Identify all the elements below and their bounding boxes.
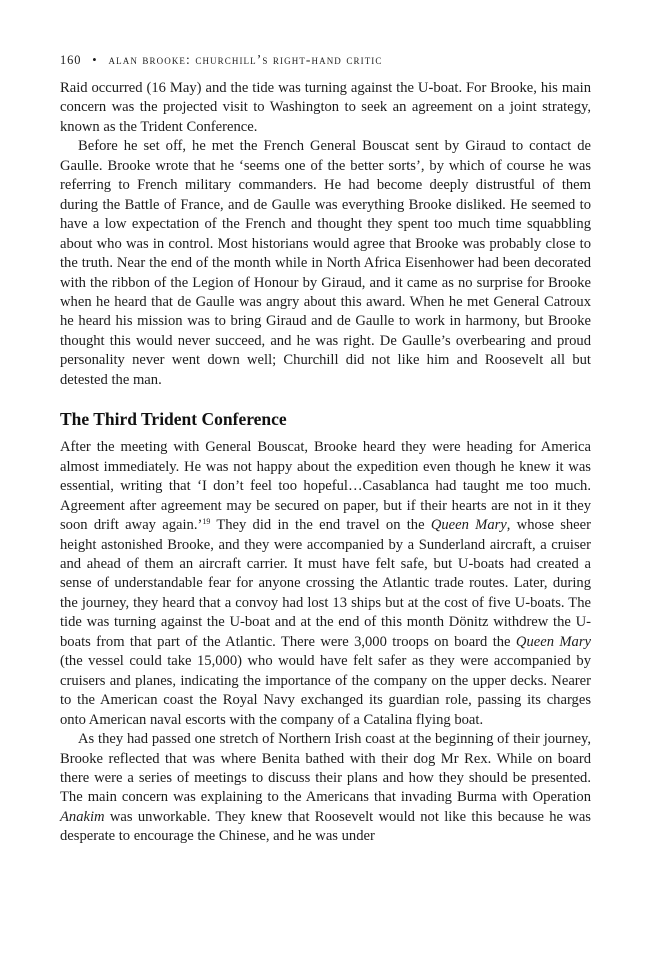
operation-name: Anakim <box>60 808 105 825</box>
ship-name: Queen Mary <box>515 633 591 650</box>
section-heading: The Third Trident Conference <box>60 409 287 430</box>
text-run: , whose sheer height astonished Brooke, and they were accompanied by a Sunderland aircraft, a cruiser and ahead of them an aircraft carrier. It must have felt safe, but U-boats had created a sense of understandable fear for anyone crossing the Atlantic trade routes. Later, during the journey, they heard that a convoy had lost 13 ships but at the cost of five U-boats. The tide was turning against the U-boat and at the end of this month Dönitz withdrew the U-boats from that part of the Atlantic. There were 3,000 troops on board the <box>60 517 592 650</box>
paragraph-continued: Raid occurred (16 May) and the tide was turning against the U-boat. For Brooke, his main concern was the projected visit to Washington to seek an agreement on a joint strategy, known as the Trident Conference. <box>60 80 591 135</box>
text-run: As they had passed one stretch of Northern Irish coast at the beginning of their journey, Brooke reflected that was where Benita bathed with their dog Mr Rex. While on board there were a series of meetings to discuss their plans and how they should be presented. The main concern was explaining to the Americans that invading Burma with Operation <box>60 731 591 806</box>
book-page <box>60 52 591 847</box>
text-run: They did in the end travel on the <box>210 517 431 534</box>
running-title: alan brooke: churchill’s right-hand critic <box>108 52 383 67</box>
text-run: was unworkable. They knew that Roosevelt would not like this because he was desperate to encourage the Chinese, and he was under <box>60 808 591 845</box>
footnote-marker: 19 <box>202 517 211 527</box>
text-run: After the meeting with General Bouscat, Brooke heard they were heading for America almost immediately. He was not happy about the expedition even though he knew it was essential, writing that ‘I don’t feel too hopeful…Casablanca had taught me too much. Agreement after agreement may be secured on paper, but if their hearts are not in it they soon drift away again.’ <box>60 439 591 534</box>
paragraph-irish-coast <box>60 730 591 847</box>
ship-name: Queen Mary <box>430 517 507 534</box>
running-header <box>60 52 591 68</box>
paragraph-bouscat: Before he set off, he met the French General Bouscat sent by Giraud to contact de Gaulle. Brooke wrote that he ‘seems one of the better sorts’, by which of course he was referring to French military commanders. He had become deeply distrustful of them during the Battle of France, and de Gaulle was everything Brooke disliked. He seemed to have a low expectation of the French and thought they spent too much time squabbling about who was in control. Most historians would agree that Brooke was probably close to the truth. Near the end of the month while in North Africa Eisenhower had been decorated with the ribbon of the Legion of Honour by Giraud, and it came as no surprise for Brooke when he heard that de Gaulle was angry about this award. When he met General Catroux he heard his mission was to bring Giraud and de Gaulle to work in harmony, but Brooke thought this would never succeed, and he was right. De Gaulle’s overbearing and proud personality never went down well; Churchill did not like him and Roosevelt all but detested the man. <box>60 138 591 388</box>
header-separator: • <box>92 53 98 67</box>
text-run: (the vessel could take 15,000) who would have felt safer as they were accompanied by cruisers and planes, indicating the importance of the company on the upper decks. Nearer to the American coast the Royal Navy exchanged its guardian role, passing its charges onto American naval escorts with the company of a Catalina flying boat. <box>60 653 591 728</box>
paragraph-trident-journey <box>60 438 591 730</box>
page-number: 160 <box>60 53 82 67</box>
